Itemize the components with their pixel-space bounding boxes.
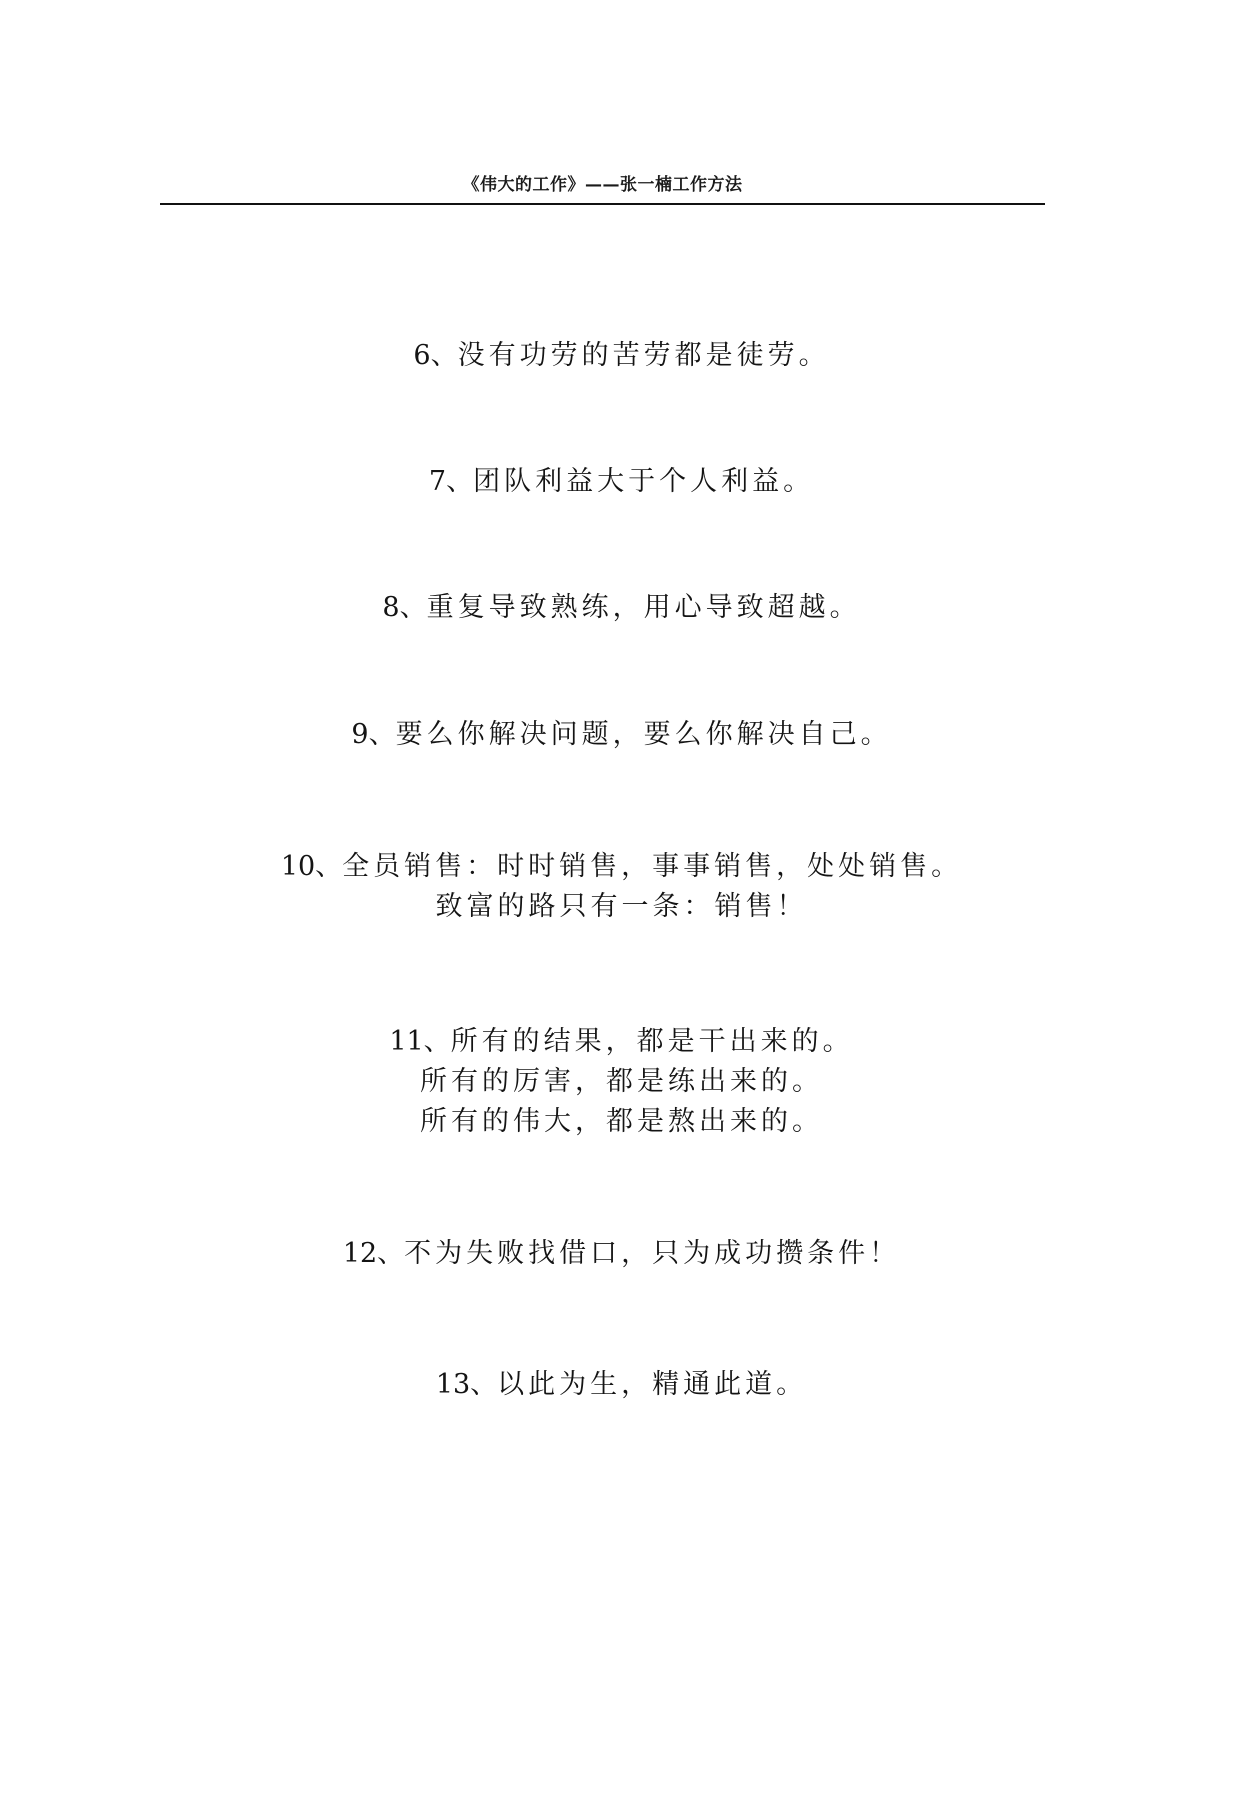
item-number: 12、 [342, 1238, 405, 1269]
header-divider [160, 203, 1045, 205]
item-number: 13、 [435, 1369, 498, 1400]
list-item-10 [0, 847, 1243, 927]
item-line [0, 847, 1243, 887]
list-item-9 [0, 715, 1243, 755]
item-line [0, 1022, 1243, 1062]
item-text: 要么你解决问题，要么你解决自己。 [395, 719, 892, 750]
list-item-6 [0, 336, 1243, 376]
item-text: 没有功劳的苦劳都是徒劳。 [457, 340, 830, 371]
item-text: 致富的路只有一条：销售！ [435, 891, 808, 922]
item-text: 团队利益大于个人利益。 [473, 466, 815, 497]
item-number: 7、 [428, 466, 474, 497]
item-number: 8、 [382, 592, 427, 623]
item-text: 所有的厉害，都是练出来的。 [420, 1066, 823, 1097]
item-line [0, 1365, 1243, 1405]
item-line [0, 1062, 1243, 1102]
list-item-11 [0, 1022, 1243, 1142]
item-line [0, 887, 1243, 927]
item-line [0, 1102, 1243, 1142]
item-text: 所有的结果，都是干出来的。 [450, 1026, 854, 1057]
item-line [0, 1234, 1243, 1274]
item-number: 9、 [351, 719, 396, 750]
item-line [0, 715, 1243, 755]
list-item-8 [0, 588, 1243, 628]
item-text: 所有的伟大，都是熬出来的。 [420, 1106, 823, 1137]
item-number: 6、 [413, 340, 458, 371]
item-text: 全员销售：时时销售，事事销售，处处销售。 [342, 851, 963, 882]
item-line [0, 462, 1243, 502]
header-title: 《伟大的工作》——张一楠工作方法 [462, 175, 743, 195]
item-number: 10、 [280, 851, 343, 882]
list-item-13 [0, 1365, 1243, 1405]
list-item-7 [0, 462, 1243, 502]
item-text: 以此为生，精通此道。 [497, 1369, 808, 1400]
list-item-12 [0, 1234, 1243, 1274]
item-text: 不为失败找借口，只为成功攒条件！ [404, 1238, 901, 1269]
page-header [160, 170, 1045, 208]
item-line [0, 588, 1243, 628]
item-text: 重复导致熟练，用心导致超越。 [426, 592, 861, 623]
item-number: 11、 [389, 1026, 451, 1057]
item-line [0, 336, 1243, 376]
